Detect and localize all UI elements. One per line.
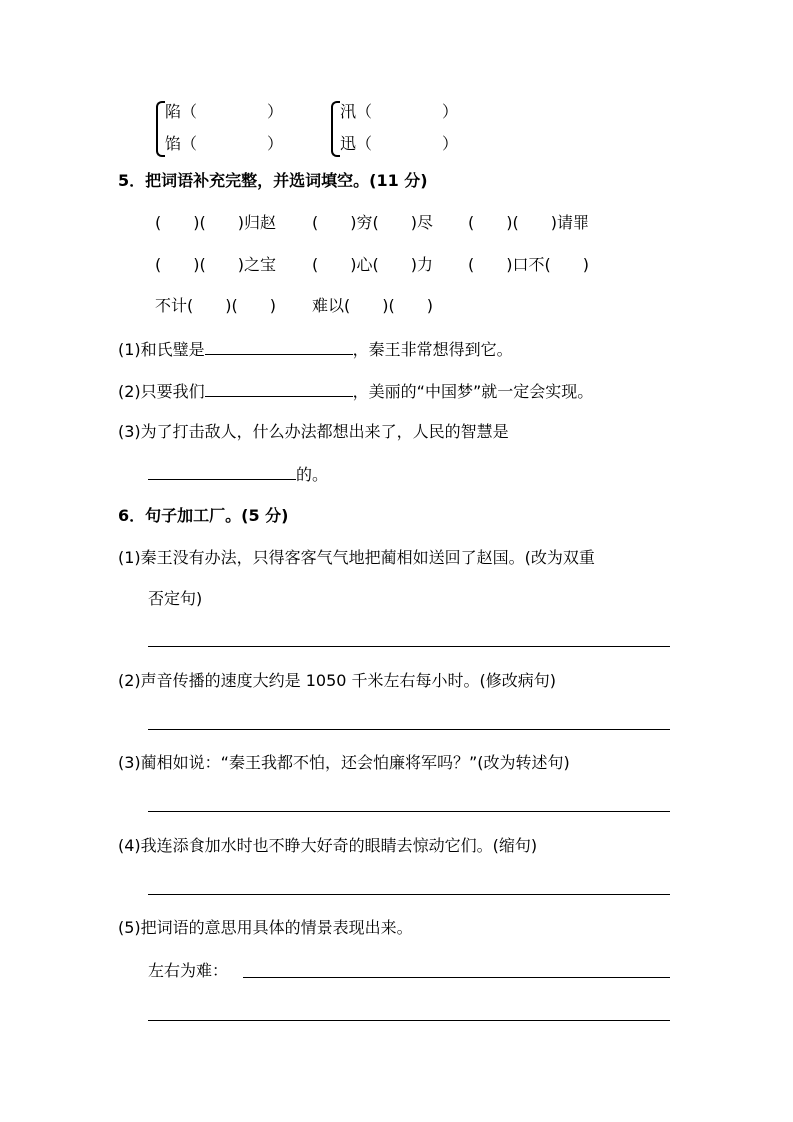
brace-left xyxy=(156,101,165,157)
answer-line-5[interactable] xyxy=(243,977,670,978)
q5-row1-c: ( )( )请罪 xyxy=(468,213,589,232)
q5-row2-c: ( )口不( ) xyxy=(468,255,589,274)
q5-row3-a: 不计( )( ) xyxy=(155,296,276,315)
answer-line-1[interactable] xyxy=(148,646,670,647)
brace-right xyxy=(331,101,340,157)
q6-item-4: (4)我连添食加水时也不睁大好奇的眼睛去惊动它们。(缩句) xyxy=(118,836,538,855)
q5-row1-a: ( )( )归赵 xyxy=(155,213,276,232)
q5-row3-b: 难以( )( ) xyxy=(312,296,433,315)
q5-sentence-2: (2)只要我们 ，美丽的“中国梦”就一定会实现。 xyxy=(118,382,594,401)
q4-char-3: 馅（ xyxy=(165,134,198,153)
q4-row-2: 馅（ ） xyxy=(165,134,284,153)
q6-item-5: (5)把词语的意思用具体的情景表现出来。 xyxy=(118,918,413,937)
q5-sentence-3-cont: 的。 xyxy=(148,463,328,486)
q4-row-1: 陷（ ） xyxy=(165,102,284,121)
q5-title: 5．把词语补充完整，并选词填空。(11 分) xyxy=(118,171,428,190)
q5-sentence-1: (1)和氏璧是 ，秦王非常想得到它。 xyxy=(118,340,513,359)
q6-item-2: (2)声音传播的速度大约是 1050 千米左右每小时。(修改病句) xyxy=(118,671,557,690)
q4-row-1b: 汛（ ） xyxy=(340,102,459,121)
answer-line-3[interactable] xyxy=(148,811,670,812)
q4-char-1: 陷（ xyxy=(165,102,198,121)
q6-item-5-label: 左右为难： xyxy=(148,961,229,980)
q6-title: 6．句子加工厂。(5 分) xyxy=(118,506,289,525)
answer-line-4[interactable] xyxy=(148,894,670,895)
q5-row1-b: ( )穷( )尽 xyxy=(312,213,433,232)
q6-item-1: (1)秦王没有办法，只得客客气气地把蔺相如送回了赵国。(改为双重 xyxy=(118,548,595,567)
q5-sentence-3: (3)为了打击敌人，什么办法都想出来了，人民的智慧是 xyxy=(118,422,509,441)
blank[interactable] xyxy=(148,463,296,480)
q5-row2-b: ( )心( )力 xyxy=(312,255,433,274)
blank[interactable] xyxy=(205,380,353,397)
q5-row2-a: ( )( )之宝 xyxy=(155,255,276,274)
blank[interactable] xyxy=(205,338,353,355)
q6-item-3: (3)蔺相如说：“秦王我都不怕，还会怕廉将军吗？”(改为转述句) xyxy=(118,753,570,772)
answer-line-2[interactable] xyxy=(148,729,670,730)
answer-line-6[interactable] xyxy=(148,1020,670,1021)
q4-char-2: 汛（ xyxy=(340,102,373,121)
q6-item-1-cont: 否定句) xyxy=(148,589,203,608)
q4-row-2b: 迅（ ） xyxy=(340,134,459,153)
q4-char-4: 迅（ xyxy=(340,134,373,153)
